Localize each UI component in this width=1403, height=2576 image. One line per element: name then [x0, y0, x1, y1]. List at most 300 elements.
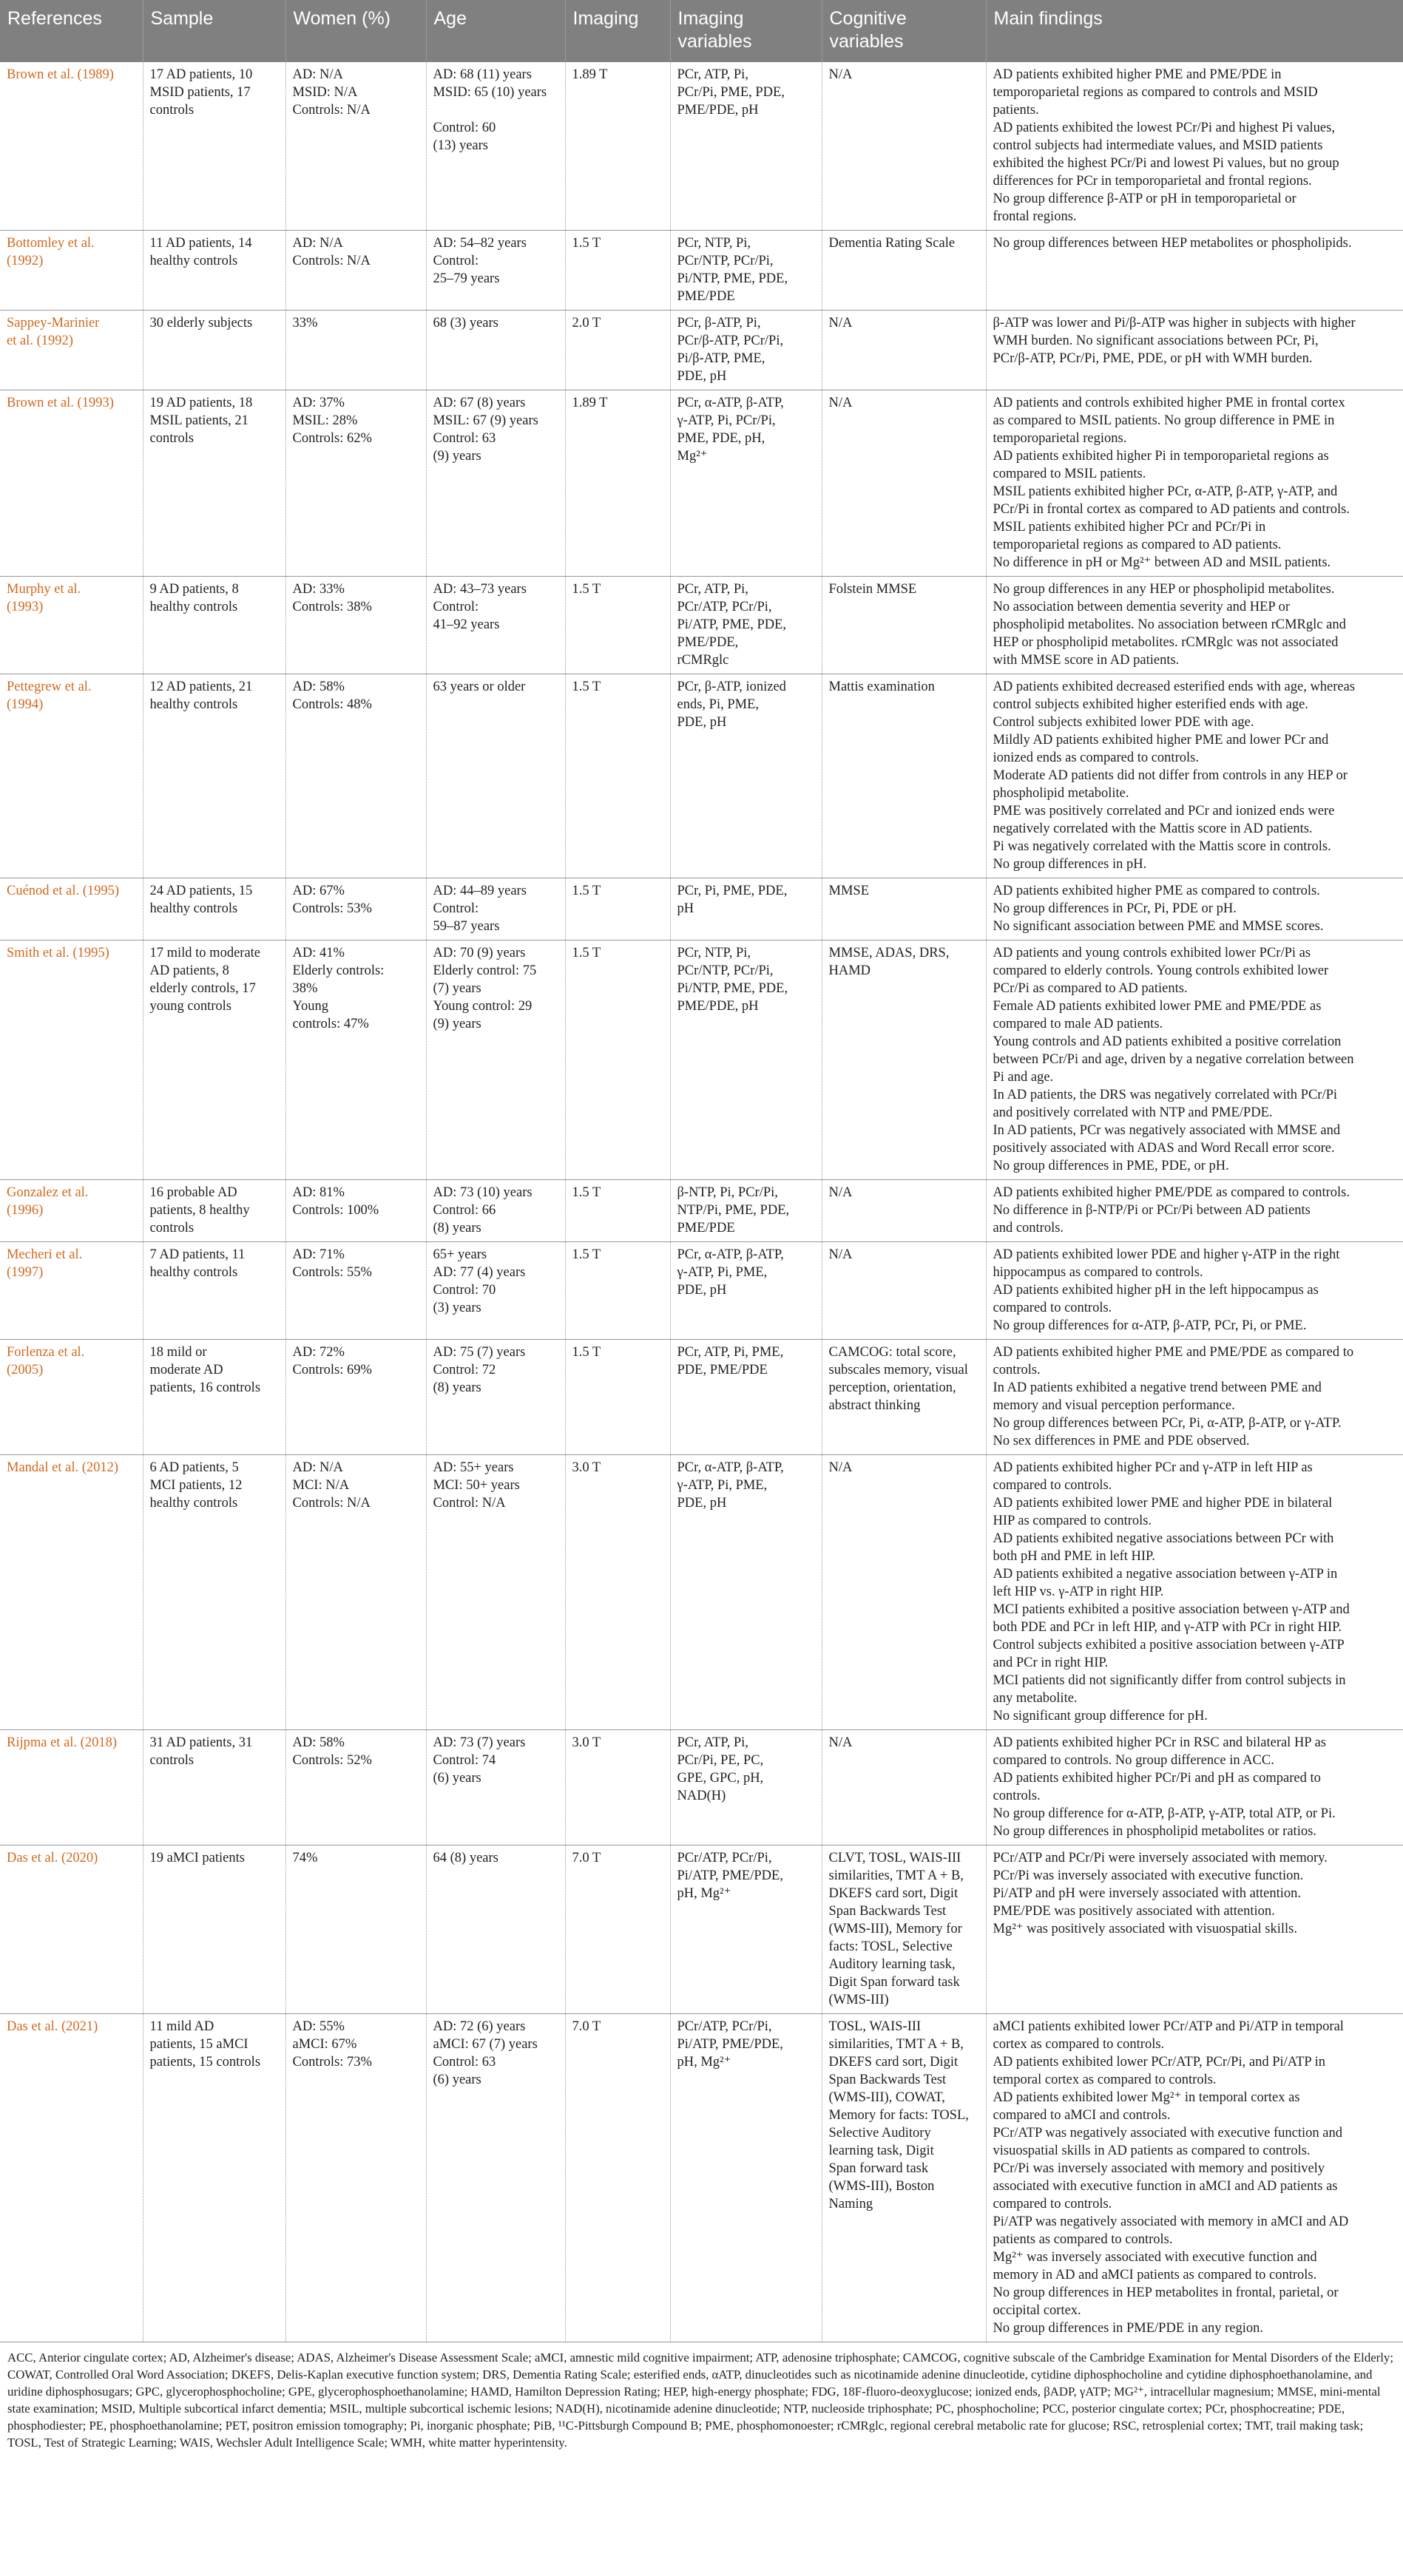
women-cell — [285, 2014, 426, 2342]
table-row — [0, 1845, 1403, 2014]
main-findings-cell — [986, 311, 1403, 390]
age-line: 41–92 years — [433, 617, 500, 632]
main-findings-cell — [986, 577, 1403, 674]
women-cell — [285, 231, 426, 311]
age-cell — [426, 311, 565, 390]
imaging-variables-line: PDE, pH — [677, 369, 727, 384]
cognitive-variables-cell — [822, 390, 986, 577]
age-line: Control: — [433, 254, 479, 268]
women-line: AD: 72% — [292, 1345, 345, 1360]
main-findings-line: phospholipid metabolite. — [993, 786, 1129, 801]
imaging-variables-line: PCr, NTP, Pi, — [677, 236, 751, 251]
imaging-variables-line: PCr, ATP, Pi, — [677, 67, 748, 82]
main-findings-line: patients as compared to controls. — [993, 2232, 1173, 2247]
main-findings-line: AD patients exhibited decreased esterified ends with age, whereas — [993, 679, 1356, 694]
imaging-variables-line: PCr, α-ATP, β-ATP, — [677, 1460, 784, 1475]
sample-line: healthy controls — [149, 1496, 238, 1511]
women-line: AD: 67% — [292, 884, 345, 898]
main-findings-line: MCI patients did not significantly differ from control subjects in — [993, 1673, 1346, 1688]
main-findings-line: AD patients exhibited negative associations between PCr with — [993, 1531, 1334, 1546]
cognitive-variables-line: similarities, TMT A + B, — [828, 1868, 964, 1883]
women-cell — [285, 1242, 426, 1340]
reference-line[interactable]: Pettegrew et al. — [7, 679, 92, 694]
header-women: Women (%) — [285, 0, 426, 62]
women-cell — [285, 311, 426, 390]
cognitive-variables-line: Span forward task — [828, 2161, 929, 2176]
reference-cell[interactable] — [0, 1242, 143, 1340]
main-findings-line: MCI patients exhibited a positive association between γ-ATP and — [993, 1602, 1350, 1617]
reference-line[interactable]: et al. (1992) — [7, 333, 73, 348]
header-sample: Sample — [143, 0, 285, 62]
age-cell — [426, 940, 565, 1180]
cognitive-variables-line: (WMS-III), Memory for — [828, 1922, 962, 1936]
sample-line: moderate AD — [149, 1363, 223, 1377]
imaging-variables-line: γ-ATP, Pi, PCr/Pi, — [677, 413, 776, 428]
main-findings-line: both PDE and PCr in left HIP, and γ-ATP with PCr in right HIP. — [993, 1620, 1342, 1635]
reference-line[interactable]: (1997) — [7, 1265, 44, 1280]
sample-line: 11 mild AD — [149, 2019, 214, 2034]
main-findings-line: No group differences in PCr, Pi, PDE or pH. — [993, 901, 1237, 916]
cognitive-variables-line: Span Backwards Test — [828, 1904, 947, 1919]
reference-line[interactable]: (1996) — [7, 1203, 44, 1218]
women-line: aMCI: 67% — [292, 2037, 357, 2052]
age-line: (6) years — [433, 1771, 481, 1786]
reference-line[interactable]: Das et al. (2021) — [7, 2019, 98, 2034]
reference-line[interactable]: Brown et al. (1989) — [7, 67, 114, 82]
cognitive-variables-line: (WMS-III), Boston — [828, 2179, 935, 2194]
age-cell — [426, 878, 565, 940]
sample-line: young controls — [149, 999, 231, 1014]
women-cell — [285, 940, 426, 1180]
cognitive-variables-line: Auditory learning task, — [828, 1957, 956, 1972]
cognitive-variables-line: facts: TOSL, Selective — [828, 1939, 953, 1954]
reference-cell[interactable] — [0, 231, 143, 311]
reference-cell[interactable] — [0, 1845, 143, 2014]
sample-line: healthy controls — [149, 254, 238, 268]
main-findings-line: No sex differences in PME and PDE observed. — [993, 1434, 1250, 1448]
sample-line: 30 elderly subjects — [149, 316, 253, 331]
age-line: Control: 74 — [433, 1753, 496, 1768]
sample-line: 17 mild to moderate — [149, 946, 261, 960]
reference-line[interactable]: Rijpma et al. (2018) — [7, 1735, 117, 1750]
sample-line: 31 AD patients, 31 — [149, 1735, 253, 1750]
women-line: AD: 55% — [292, 2019, 345, 2034]
age-cell — [426, 62, 565, 231]
main-findings-line: MSIL patients exhibited higher PCr, α-ATP, β-ATP, γ-ATP, and — [993, 484, 1338, 499]
women-cell — [285, 62, 426, 231]
imaging-variables-cell — [670, 1455, 822, 1730]
main-findings-line: AD patients exhibited lower PME and higher PDE in bilateral — [993, 1496, 1333, 1511]
cognitive-variables-line: MMSE, ADAS, DRS, — [828, 946, 950, 960]
main-findings-cell — [986, 878, 1403, 940]
age-line: AD: 73 (7) years — [433, 1735, 526, 1750]
imaging-variables-line: pH, Mg²⁺ — [677, 1886, 731, 1901]
main-findings-line: AD patients exhibited a negative association between γ-ATP in — [993, 1567, 1338, 1582]
main-findings-line: AD patients exhibited higher PCr in RSC and bilateral HP as — [993, 1735, 1326, 1750]
imaging-variables-line: PCr, ATP, Pi, — [677, 1735, 748, 1750]
imaging-variables-line: pH — [677, 901, 694, 916]
reference-cell[interactable] — [0, 577, 143, 674]
reference-line[interactable]: Sappey-Marinier — [7, 316, 100, 331]
header-imaging-variables: Imaging variables — [670, 0, 822, 62]
cognitive-variables-line: CAMCOG: total score, — [828, 1345, 956, 1360]
women-line: MSIL: 28% — [292, 413, 358, 428]
cognitive-variables-cell — [822, 940, 986, 1180]
age-line: Control: 66 — [433, 1203, 496, 1218]
table-row — [0, 231, 1403, 311]
main-findings-cell — [986, 1455, 1403, 1730]
imaging-cell: 7.0 T — [565, 2014, 670, 2342]
age-line: Control: — [433, 600, 479, 614]
table-body — [0, 62, 1403, 2342]
women-line: Controls: 52% — [292, 1753, 372, 1768]
age-line: 65+ years — [433, 1247, 487, 1262]
main-findings-line: AD patients exhibited higher PCr/Pi and pH as compared to — [993, 1771, 1321, 1786]
women-cell — [285, 1180, 426, 1242]
age-line: AD: 43–73 years — [433, 582, 527, 597]
imaging-variables-line: PCr, Pi, PME, PDE, — [677, 884, 788, 898]
main-findings-line: HIP as compared to controls. — [993, 1514, 1152, 1528]
age-line: MSID: 65 (10) years — [433, 85, 547, 100]
women-line: AD: N/A — [292, 1460, 343, 1475]
main-findings-line: No group difference for α-ATP, β-ATP, γ-ATP, total ATP, or Pi. — [993, 1806, 1336, 1821]
imaging-variables-line: Pi/NTP, PME, PDE, — [677, 981, 788, 996]
imaging-variables-line: Pi/β-ATP, PME, — [677, 351, 765, 366]
main-findings-line: No group differences in HEP metabolites in frontal, parietal, or — [993, 2285, 1339, 2300]
cognitive-variables-line: subscales memory, visual — [828, 1363, 968, 1377]
main-findings-line: PME was positively correlated and PCr and ionized ends were — [993, 804, 1335, 818]
imaging-variables-line: Pi/ATP, PME/PDE, — [677, 1868, 783, 1883]
main-findings-line: No group differences in phospholipid metabolites or ratios. — [993, 1824, 1316, 1839]
sample-line: patients, 16 controls — [149, 1380, 261, 1395]
main-findings-line: AD patients and young controls exhibited lower PCr/Pi as — [993, 946, 1311, 960]
main-findings-line: and PCr in right HIP. — [993, 1655, 1109, 1670]
age-line: aMCI: 67 (7) years — [433, 2037, 538, 2052]
imaging-variables-line: PME/PDE, pH — [677, 999, 759, 1014]
table-row — [0, 1242, 1403, 1340]
main-findings-line: memory and visual perception performance. — [993, 1398, 1235, 1413]
main-findings-line: controls. — [993, 1789, 1041, 1803]
main-findings-line: occipital cortex. — [993, 2303, 1081, 2318]
main-findings-line: compared to controls. — [993, 1478, 1112, 1493]
imaging-variables-line: γ-ATP, Pi, PME, — [677, 1265, 768, 1280]
main-findings-line: Mg²⁺ was inversely associated with executive function and — [993, 2250, 1317, 2265]
main-findings-line: WMH burden. No significant associations between PCr, Pi, — [993, 333, 1319, 348]
reference-cell[interactable] — [0, 940, 143, 1180]
sample-line: healthy controls — [149, 1265, 238, 1280]
main-findings-line: AD patients exhibited the lowest PCr/Pi and highest Pi values, — [993, 121, 1335, 135]
main-findings-line: HEP or phospholipid metabolites. rCMRglc was not associated — [993, 635, 1339, 650]
imaging-variables-line: PCr/ATP, PCr/Pi, — [677, 1851, 772, 1865]
cognitive-variables-line: Span Backwards Test — [828, 2072, 947, 2087]
main-findings-line: compared to controls. — [993, 1301, 1112, 1315]
women-line: Controls: N/A — [292, 103, 371, 118]
women-line: 74% — [292, 1851, 318, 1865]
age-line — [433, 101, 558, 119]
main-findings-cell — [986, 390, 1403, 577]
header-cognitive-variables: Cognitive variables — [822, 0, 986, 62]
women-line: AD: 71% — [292, 1247, 345, 1262]
main-findings-line: associated with executive function in aMCI and AD patients as — [993, 2179, 1338, 2194]
imaging-variables-cell — [670, 231, 822, 311]
age-line: Control: 63 — [433, 2055, 496, 2070]
age-cell — [426, 1730, 565, 1845]
age-line: (8) years — [433, 1221, 481, 1236]
imaging-variables-line: Mg²⁺ — [677, 449, 708, 464]
reference-cell[interactable] — [0, 1180, 143, 1242]
cognitive-variables-line: Digit Span forward task — [828, 1975, 960, 1990]
main-findings-line: AD patients exhibited higher PME/PDE as compared to controls. — [993, 1185, 1350, 1200]
sample-line: 9 AD patients, 8 — [149, 582, 239, 597]
cognitive-variables-line: HAMD — [828, 963, 871, 978]
cognitive-variables-line: TOSL, WAIS-III — [828, 2019, 922, 2034]
age-line: (6) years — [433, 2072, 481, 2087]
sample-line: healthy controls — [149, 697, 238, 712]
reference-cell[interactable] — [0, 390, 143, 577]
imaging-variables-line: NAD(H) — [677, 1789, 726, 1803]
main-findings-line: No group difference β-ATP or pH in temporoparietal or — [993, 191, 1296, 206]
reference-line[interactable]: Forlenza et al. — [7, 1345, 85, 1360]
cognitive-variables-line: Folstein MMSE — [828, 582, 917, 597]
cognitive-variables-line: N/A — [828, 1247, 853, 1262]
age-line: 64 (8) years — [433, 1851, 498, 1865]
sample-line: patients, 15 aMCI — [149, 2037, 249, 2052]
cognitive-variables-cell — [822, 1730, 986, 1845]
main-findings-line: PCr/Pi was inversely associated with executive function. — [993, 1868, 1304, 1883]
reference-cell[interactable] — [0, 674, 143, 878]
cognitive-variables-line: Dementia Rating Scale — [828, 236, 956, 251]
cognitive-variables-line: Memory for facts: TOSL, — [828, 2108, 969, 2123]
header-age: Age — [426, 0, 565, 62]
sample-cell — [143, 577, 285, 674]
age-line: Control: 70 — [433, 1283, 496, 1298]
sample-line: MSIL patients, 21 — [149, 413, 249, 428]
reference-line[interactable]: Cuénod et al. (1995) — [7, 884, 120, 898]
main-findings-cell — [986, 1340, 1403, 1455]
reference-line[interactable]: Bottomley et al. — [7, 236, 95, 251]
main-findings-line: memory in AD and aMCI patients as compared to controls. — [993, 2268, 1317, 2282]
main-findings-line: No group differences between PCr, Pi, α-ATP, β-ATP, or γ-ATP. — [993, 1416, 1342, 1431]
main-findings-line: between PCr/Pi and age, driven by a negative correlation between — [993, 1052, 1354, 1067]
main-findings-line: and controls. — [993, 1221, 1064, 1236]
imaging-variables-line: PCr, α-ATP, β-ATP, — [677, 396, 784, 410]
main-findings-line: control subjects had intermediate values, and MSID patients — [993, 138, 1323, 153]
reference-line[interactable]: (1993) — [7, 600, 44, 614]
imaging-variables-line: GPE, GPC, pH, — [677, 1771, 764, 1786]
reference-line[interactable]: Mandal et al. (2012) — [7, 1460, 119, 1475]
main-findings-line: aMCI patients exhibited lower PCr/ATP and Pi/ATP in temporal — [993, 2019, 1344, 2034]
imaging-variables-cell — [670, 390, 822, 577]
cognitive-variables-cell — [822, 1455, 986, 1730]
age-line: MSIL: 67 (9) years — [433, 413, 538, 428]
imaging-cell: 1.5 T — [565, 674, 670, 878]
age-cell — [426, 1340, 565, 1455]
cognitive-variables-line: N/A — [828, 316, 853, 331]
imaging-variables-line: PCr/Pi, PE, PC, — [677, 1753, 764, 1768]
sample-line: healthy controls — [149, 600, 238, 614]
cognitive-variables-line: Mattis examination — [828, 679, 935, 694]
main-findings-line: differences for PCr in temporoparietal and frontal regions. — [993, 174, 1312, 189]
women-line: AD: 58% — [292, 679, 345, 694]
reference-line[interactable]: Das et al. (2020) — [7, 1851, 98, 1865]
cognitive-variables-cell — [822, 2014, 986, 2342]
reference-cell[interactable] — [0, 1455, 143, 1730]
main-findings-line: any metabolite. — [993, 1691, 1078, 1706]
imaging-variables-line: PCr/NTP, PCr/Pi, — [677, 254, 774, 268]
imaging-variables-line: PME/PDE, pH — [677, 103, 759, 118]
reference-cell[interactable] — [0, 62, 143, 231]
main-findings-cell — [986, 2014, 1403, 2342]
age-line: (13) years — [433, 138, 488, 153]
main-findings-line: PCr/ATP was negatively associated with executive function and — [993, 2126, 1342, 2141]
main-findings-line: No group differences between HEP metabolites or phospholipids. — [993, 236, 1352, 251]
imaging-variables-line: PME/PDE — [677, 1221, 735, 1236]
cognitive-variables-cell — [822, 1340, 986, 1455]
age-line: Elderly control: 75 — [433, 963, 537, 978]
cognitive-variables-line: N/A — [828, 67, 853, 82]
reference-cell[interactable] — [0, 1340, 143, 1455]
main-findings-line: with MMSE score in AD patients. — [993, 653, 1180, 668]
reference-line[interactable]: Gonzalez et al. — [7, 1185, 89, 1200]
sample-line: controls — [149, 431, 195, 446]
age-line: AD: 68 (11) years — [433, 67, 532, 82]
imaging-cell: 1.5 T — [565, 231, 670, 311]
sample-line: MCI patients, 12 — [149, 1478, 243, 1493]
main-findings-line: No group differences in PME, PDE, or pH. — [993, 1159, 1229, 1173]
age-line: 59–87 years — [433, 919, 500, 934]
reference-line[interactable]: Murphy et al. — [7, 582, 81, 597]
reference-line[interactable]: (2005) — [7, 1363, 44, 1377]
imaging-variables-line: Pi/ATP, PME, PDE, — [677, 617, 787, 632]
cognitive-variables-cell — [822, 674, 986, 878]
age-cell — [426, 577, 565, 674]
reference-cell[interactable] — [0, 2014, 143, 2342]
cognitive-variables-line: Selective Auditory — [828, 2126, 931, 2141]
main-findings-cell — [986, 1845, 1403, 2014]
main-findings-line: Mg²⁺ was positively associated with visuospatial skills. — [993, 1922, 1297, 1936]
main-findings-cell — [986, 940, 1403, 1180]
sample-cell — [143, 390, 285, 577]
main-findings-line: AD patients exhibited higher Pi in temporoparietal regions as — [993, 449, 1329, 464]
age-line: (7) years — [433, 981, 481, 996]
main-findings-line: In AD patients, the DRS was negatively correlated with PCr/Pi — [993, 1088, 1338, 1102]
sample-line: MSID patients, 17 — [149, 85, 251, 100]
sample-line: healthy controls — [149, 901, 238, 916]
main-findings-line: and positively correlated with NTP and PME/PDE. — [993, 1105, 1273, 1120]
imaging-variables-cell — [670, 674, 822, 878]
women-line: Controls: 38% — [292, 600, 372, 614]
main-findings-line: temporoparietal regions as compared to controls and MSID — [993, 85, 1318, 100]
women-line: Young — [292, 999, 329, 1014]
main-findings-line: PME/PDE was positively associated with attention. — [993, 1904, 1275, 1919]
cognitive-variables-line: N/A — [828, 1185, 853, 1200]
main-findings-line: AD patients exhibited lower PDE and higher γ-ATP in the right — [993, 1247, 1340, 1262]
imaging-variables-cell — [670, 1180, 822, 1242]
main-findings-line: PCr/Pi was inversely associated with memory and positively — [993, 2161, 1325, 2176]
main-findings-line: negatively correlated with the Mattis score in AD patients. — [993, 821, 1313, 836]
main-findings-line: Pi and age. — [993, 1070, 1054, 1085]
sample-line: 11 AD patients, 14 — [149, 236, 252, 251]
sample-line: 19 AD patients, 18 — [149, 396, 253, 410]
sample-line: elderly controls, 17 — [149, 981, 256, 996]
reference-cell[interactable] — [0, 311, 143, 390]
imaging-variables-line: ends, Pi, PME, — [677, 697, 760, 712]
sample-line: patients, 8 healthy — [149, 1203, 250, 1218]
imaging-variables-line: PCr/ATP, PCr/Pi, — [677, 2019, 772, 2034]
main-findings-line: In AD patients exhibited a negative trend between PME and — [993, 1380, 1322, 1395]
age-line: Control: 60 — [433, 121, 496, 135]
main-findings-line: No significant association between PME and MMSE scores. — [993, 919, 1324, 934]
reference-line[interactable]: (1992) — [7, 254, 44, 268]
sample-cell — [143, 940, 285, 1180]
cognitive-variables-line: DKEFS card sort, Digit — [828, 2055, 959, 2070]
main-findings-line: both pH and PME in left HIP. — [993, 1549, 1155, 1564]
women-line: Controls: 100% — [292, 1203, 379, 1218]
imaging-cell: 1.5 T — [565, 1242, 670, 1340]
main-findings-line: compared to male AD patients. — [993, 1017, 1163, 1031]
age-line: (9) years — [433, 1017, 481, 1031]
reference-line[interactable]: Brown et al. (1993) — [7, 396, 114, 410]
imaging-variables-line: PCr/β-ATP, PCr/Pi, — [677, 333, 784, 348]
cognitive-variables-line: abstract thinking — [828, 1398, 921, 1413]
reference-cell[interactable] — [0, 878, 143, 940]
cognitive-variables-cell — [822, 577, 986, 674]
main-findings-line: temporal cortex as compared to controls. — [993, 2072, 1217, 2087]
sample-cell — [143, 1180, 285, 1242]
main-findings-line: No group differences in any HEP or phospholipid metabolites. — [993, 582, 1335, 597]
main-findings-line: Control subjects exhibited lower PDE with age. — [993, 715, 1254, 730]
cognitive-variables-line: CLVT, TOSL, WAIS-III — [828, 1851, 961, 1865]
main-findings-line: ionized ends as compared to controls. — [993, 750, 1199, 765]
imaging-variables-cell — [670, 1730, 822, 1845]
sample-cell — [143, 311, 285, 390]
age-line: AD: 73 (10) years — [433, 1185, 533, 1200]
age-cell — [426, 1455, 565, 1730]
imaging-variables-line: PCr, ATP, Pi, PME, — [677, 1345, 784, 1360]
reference-cell[interactable] — [0, 1730, 143, 1845]
main-findings-cell — [986, 1180, 1403, 1242]
imaging-cell: 3.0 T — [565, 1730, 670, 1845]
cognitive-variables-line: Naming — [828, 2197, 873, 2211]
women-cell — [285, 1455, 426, 1730]
imaging-cell: 1.5 T — [565, 577, 670, 674]
main-findings-line: positively associated with ADAS and Word Recall error score. — [993, 1141, 1335, 1156]
imaging-variables-line: β-NTP, Pi, PCr/Pi, — [677, 1185, 778, 1200]
table-footnote: ACC, Anterior cingulate cortex; AD, Alzheimer's disease; ADAS, Alzheimer's Disease Assessment Scale; aMCI, amnestic mild cognitive impairment; ATP, adenosine triphosphate; CAMCOG, cognitive subscale of the Cambridge Examination for Mental Disorders of the Elderly; COWAT, Controlled Oral Word Association; DKEFS, Delis-Kaplan executive function system; DRS, Dementia Rating Scale; esterified ends, αATP, dinucleotides such as nicotinamide adenine dinucleotide, cytidine diphosphocholine and cytidine diphosphoethanolamine, and uridine diphosphosugars; GPC, glycerophosphocholine; GPE, glycerophosphoethanolamine; HAMD, Hamilton Depression Rating; HEP, high-energy phosphate; FDG, 18F-fluoro-deoxyglucose; ionized ends, βADP, γATP; MG²⁺, intracellular magnesium; MMSE, mini-mental state examination; MSID, Multiple subcortical infarct dementia; MSIL, multiple subcortical ischemic lesions; NAD(H), nicotinamide adenine dinucleotide; NTP, nucleoside triphosphate; PC, phosphocholine; PCC, posterior cingulate cortex; PCr, phosphocreatine; PDE, phosphodiester; PE, phosphoethanolamine; PET, positron emission tomography; Pi, inorganic phosphate; PiB, ¹¹C-Pittsburgh Compound B; PME, phosphomonoester; rCMRglc, regional cerebral metabolic rate for glucose; RSC, retrosplenial cortex; TMT, trail making task; TOSL, Test of Strategic Learning; WAIS, Wechsler Adult Intelligence Scale; WMH, white matter hyperintensity. — [7, 2350, 1393, 2450]
cognitive-variables-cell — [822, 878, 986, 940]
sample-cell — [143, 62, 285, 231]
sample-line: 19 aMCI patients — [149, 1851, 245, 1865]
age-line: 68 (3) years — [433, 316, 498, 331]
age-cell — [426, 1180, 565, 1242]
imaging-variables-cell — [670, 2014, 822, 2342]
reference-line[interactable]: (1994) — [7, 697, 44, 712]
reference-line[interactable]: Smith et al. (1995) — [7, 946, 109, 960]
main-findings-line: left HIP vs. γ-ATP in right HIP. — [993, 1584, 1164, 1599]
age-line: AD: 77 (4) years — [433, 1265, 526, 1280]
reference-line[interactable]: Mecheri et al. — [7, 1247, 83, 1262]
sample-cell — [143, 1845, 285, 2014]
main-findings-line: PCr/β-ATP, PCr/Pi, PME, PDE, or pH with WMH burden. — [993, 351, 1313, 366]
women-cell — [285, 390, 426, 577]
women-line: AD: 81% — [292, 1185, 345, 1200]
imaging-cell: 1.5 T — [565, 878, 670, 940]
main-findings-line: compared to elderly controls. Young controls exhibited lower — [993, 963, 1329, 978]
age-line: Control: 72 — [433, 1363, 496, 1377]
women-cell — [285, 577, 426, 674]
imaging-variables-line: PME, PDE, pH, — [677, 431, 765, 446]
main-findings-line: Pi was negatively correlated with the Mattis score in controls. — [993, 839, 1331, 854]
